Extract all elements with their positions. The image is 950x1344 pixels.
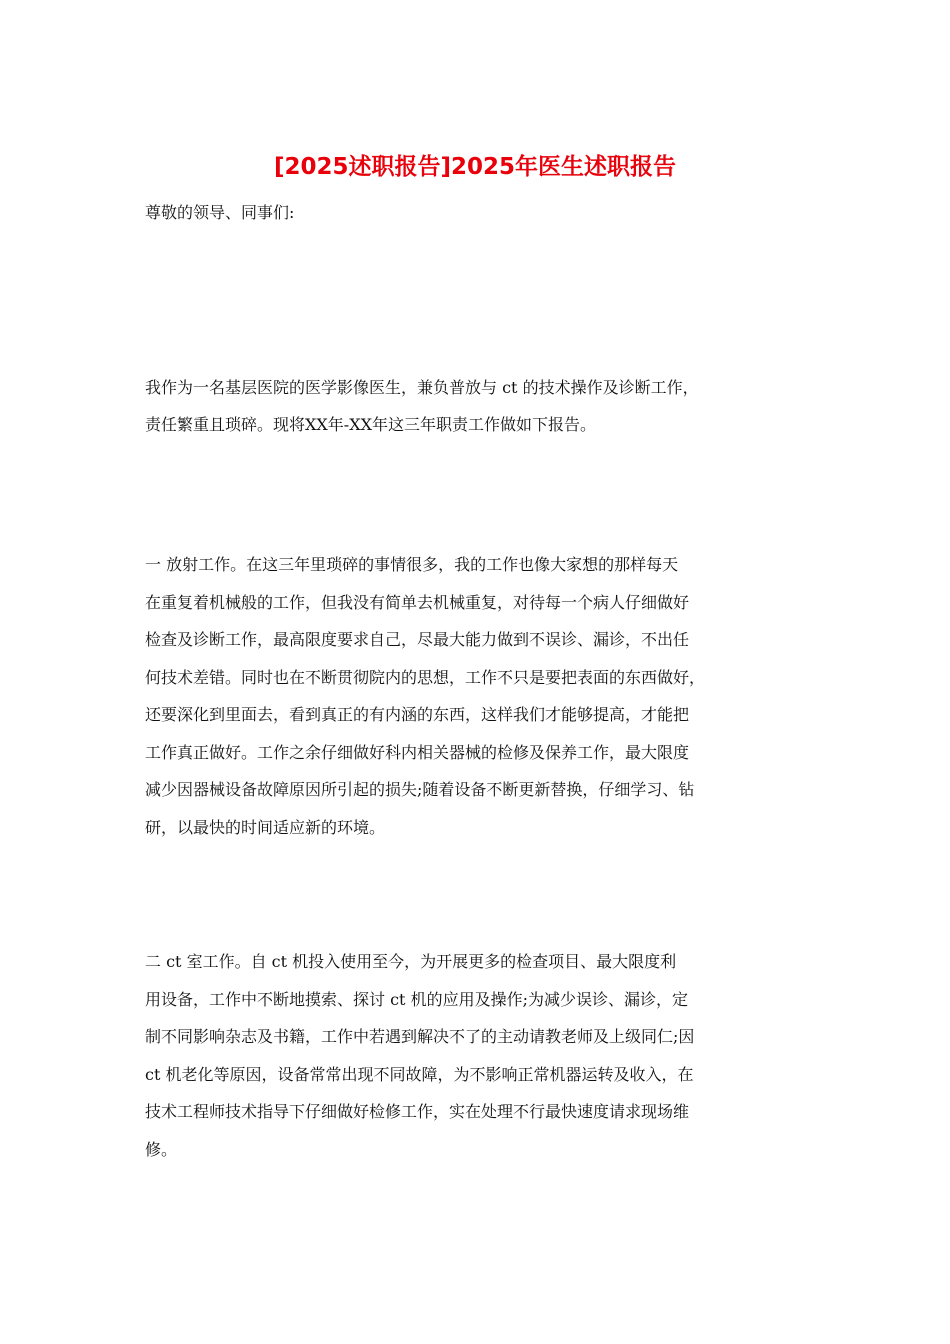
paragraph-line: 一 放射工作。在这三年里琐碎的事情很多，我的工作也像大家想的那样每天 — [145, 555, 679, 574]
paragraph-line: 何技术差错。同时也在不断贯彻院内的思想，工作不只是要把表面的东西做好， — [145, 667, 706, 687]
paragraph-line: 工作真正做好。工作之余仔细做好科内相关器械的检修及保养工作，最大限度 — [145, 742, 690, 762]
paragraph-line: 制不同影响杂志及书籍，工作中若遇到解决不了的主动请教老师及上级同仁;因 — [145, 1027, 695, 1046]
paragraph-line: 减少因器械设备故障原因所引起的损失;随着设备不断更新替换，仔细学习、钻 — [145, 780, 695, 799]
paragraph-line: 我作为一名基层医院的医学影像医生，兼负普放与 ct 的技术操作及诊断工作， — [145, 378, 699, 397]
paragraph-line: 用设备，工作中不断地摸索、探讨 ct 机的应用及操作;为减少误诊、漏诊，定 — [145, 989, 688, 1009]
paragraph-intro — [145, 369, 815, 443]
document-title: [2025述职报告]2025年医生述职报告 — [273, 154, 677, 180]
paragraph-line: 还要深化到里面去，看到真正的有内涵的东西，这样我们才能够提高，才能把 — [145, 705, 690, 724]
paragraph-radiology-work — [145, 546, 815, 846]
paragraph-line: 检查及诊断工作，最高限度要求自己，尽最大能力做到不误诊、漏诊，不出任 — [145, 630, 690, 649]
paragraph-line: 研，以最快的时间适应新的环境。 — [145, 817, 386, 837]
salutation: 尊敬的领导、同事们: — [145, 203, 295, 222]
paragraph-line: 二 ct 室工作。自 ct 机投入使用至今，为开展更多的检查项目、最大限度利 — [145, 952, 677, 971]
paragraph-ct-room-work — [145, 943, 815, 1168]
paragraph-line: 责任繁重且琐碎。现将XX年-XX年这三年职责工作做如下报告。 — [145, 415, 596, 434]
paragraph-line: 技术工程师技术指导下仔细做好检修工作，实在处理不行最快速度请求现场维 — [145, 1102, 690, 1121]
paragraph-line: ct 机老化等原因，设备常常出现不同故障，为不影响正常机器运转及收入，在 — [145, 1064, 694, 1084]
paragraph-line: 修。 — [145, 1139, 178, 1159]
paragraph-line: 在重复着机械般的工作，但我没有简单去机械重复，对待每一个病人仔细做好 — [145, 592, 690, 612]
